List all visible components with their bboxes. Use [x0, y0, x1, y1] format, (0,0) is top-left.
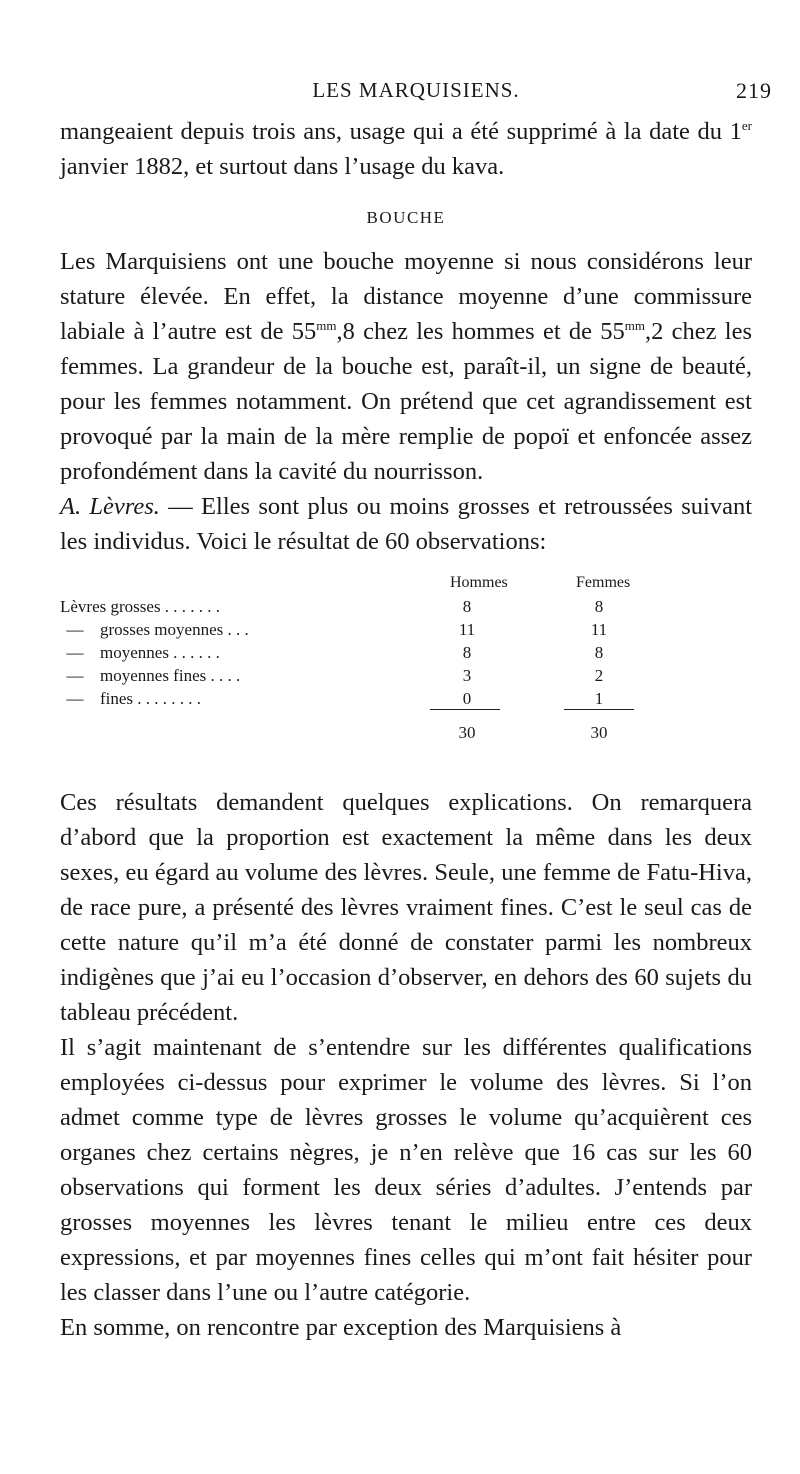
value-femmes: 8: [594, 597, 604, 616]
paragraph-3-text: — Elles sont plus ou moins grosses et retroussées suivant les individus. Voici le résultat de 60 observations:: [60, 493, 753, 555]
row-label: moyennes fines . . . .: [100, 666, 241, 685]
value-hommes: 8: [462, 643, 472, 662]
column-header-hommes: Hommes: [450, 574, 508, 591]
table-row: [60, 664, 752, 687]
subsection-label: A. Lèvres.: [60, 493, 160, 520]
unit-sup-2: mm: [624, 317, 646, 333]
paragraph-1-end: janvier 1882, et surtout dans l’usage du kava.: [60, 153, 505, 180]
total-rule-hommes: [430, 709, 500, 710]
total-rule-femmes: [564, 709, 634, 710]
paragraph-2-part-c: ,2 chez les femmes. La grandeur de la bouche est, paraît-il, un signe de beauté, pour les femmes notamment. On prétend que cet agrandissement est provoqué par la main de la mère remplie de popoï et enfoncée assez profondément dans la cavité du nourrisson.: [60, 318, 752, 485]
lips-table: [60, 571, 752, 767]
row-dash: —: [66, 666, 84, 685]
running-title: LES MARQUISIENS.: [312, 78, 520, 102]
paragraph-1: [60, 114, 752, 184]
paragraph-4: Ces résultats demandent quelques explications. On remarquera d’abord que la proportion est exactement la même dans les deux sexes, eu égard au volume des lèvres. Seule, une femme de Fatu-Hiva, de race pure, a présenté des lèvres vraiment fines. C’est le seul cas de cette nature qu’il m’a été donné de constater parmi les nombreux indigènes que j’ai eu l’occasion d’observer, en dehors des 60 sujets du tableau précédent.: [60, 789, 752, 1026]
paragraph-3: [60, 489, 752, 559]
value-femmes: 1: [594, 689, 604, 708]
unit-sup-1: mm: [316, 317, 337, 333]
value-femmes: 8: [594, 643, 604, 662]
table-row: [60, 687, 752, 710]
page-number: 219: [736, 78, 772, 103]
value-femmes: 11: [590, 620, 608, 639]
table-row: [60, 618, 752, 641]
row-label: Lèvres grosses . . . . . . .: [60, 597, 221, 616]
table-row: [60, 641, 752, 664]
value-hommes: 0: [462, 689, 472, 708]
paragraph-6: En somme, on rencontre par exception des Marquisiens à: [60, 1314, 622, 1341]
paragraph-2: [60, 244, 752, 489]
row-dash: —: [66, 643, 84, 662]
table-row: [60, 595, 752, 618]
total-hommes: 30: [458, 723, 476, 742]
row-label: moyennes . . . . . .: [100, 643, 220, 662]
paragraph-2-part-a: Les Marquisiens ont une bouche moyenne si nous considérons leur stature élevée. En effet, la distance moyenne d’une commissure labiale à l’autre est de 55: [60, 248, 752, 345]
page-header: [60, 78, 772, 108]
total-femmes: 30: [590, 723, 608, 742]
column-header-femmes: Femmes: [576, 574, 631, 591]
page-body: [60, 114, 752, 1345]
value-hommes: 11: [458, 620, 476, 639]
row-label: grosses moyennes . . .: [100, 620, 249, 639]
row-dash: —: [66, 620, 84, 639]
row-dash: —: [66, 689, 84, 708]
paragraph-2-part-b: ,8 chez les hommes et de 55: [336, 318, 625, 345]
row-label: fines . . . . . . . .: [100, 689, 202, 708]
ordinal-sup: er: [741, 117, 752, 133]
value-hommes: 8: [462, 597, 472, 616]
table-totals: [60, 721, 752, 744]
value-femmes: 2: [594, 666, 604, 685]
paragraph-5: Il s’agit maintenant de s’entendre sur les différentes qualifications employées ci-dessus pour exprimer le volume des lèvres. Si l’on admet comme type de lèvres grosses le volume qu’acquièrent ces organes chez certains nègres, je n’en relève que 16 cas sur les 60 observations qui forment les deux séries d’adultes. J’entends par grosses moyennes les lèvres tenant le milieu entre ces deux expressions, et par moyennes fines celles qui m’ont fait hésiter pour les classer dans l’une ou l’autre catégorie.: [60, 1034, 752, 1306]
section-title: BOUCHE: [366, 208, 446, 227]
value-hommes: 3: [462, 666, 472, 685]
paragraph-1-text: mangeaient depuis trois ans, usage qui a été supprimé à la date du 1: [60, 118, 742, 145]
